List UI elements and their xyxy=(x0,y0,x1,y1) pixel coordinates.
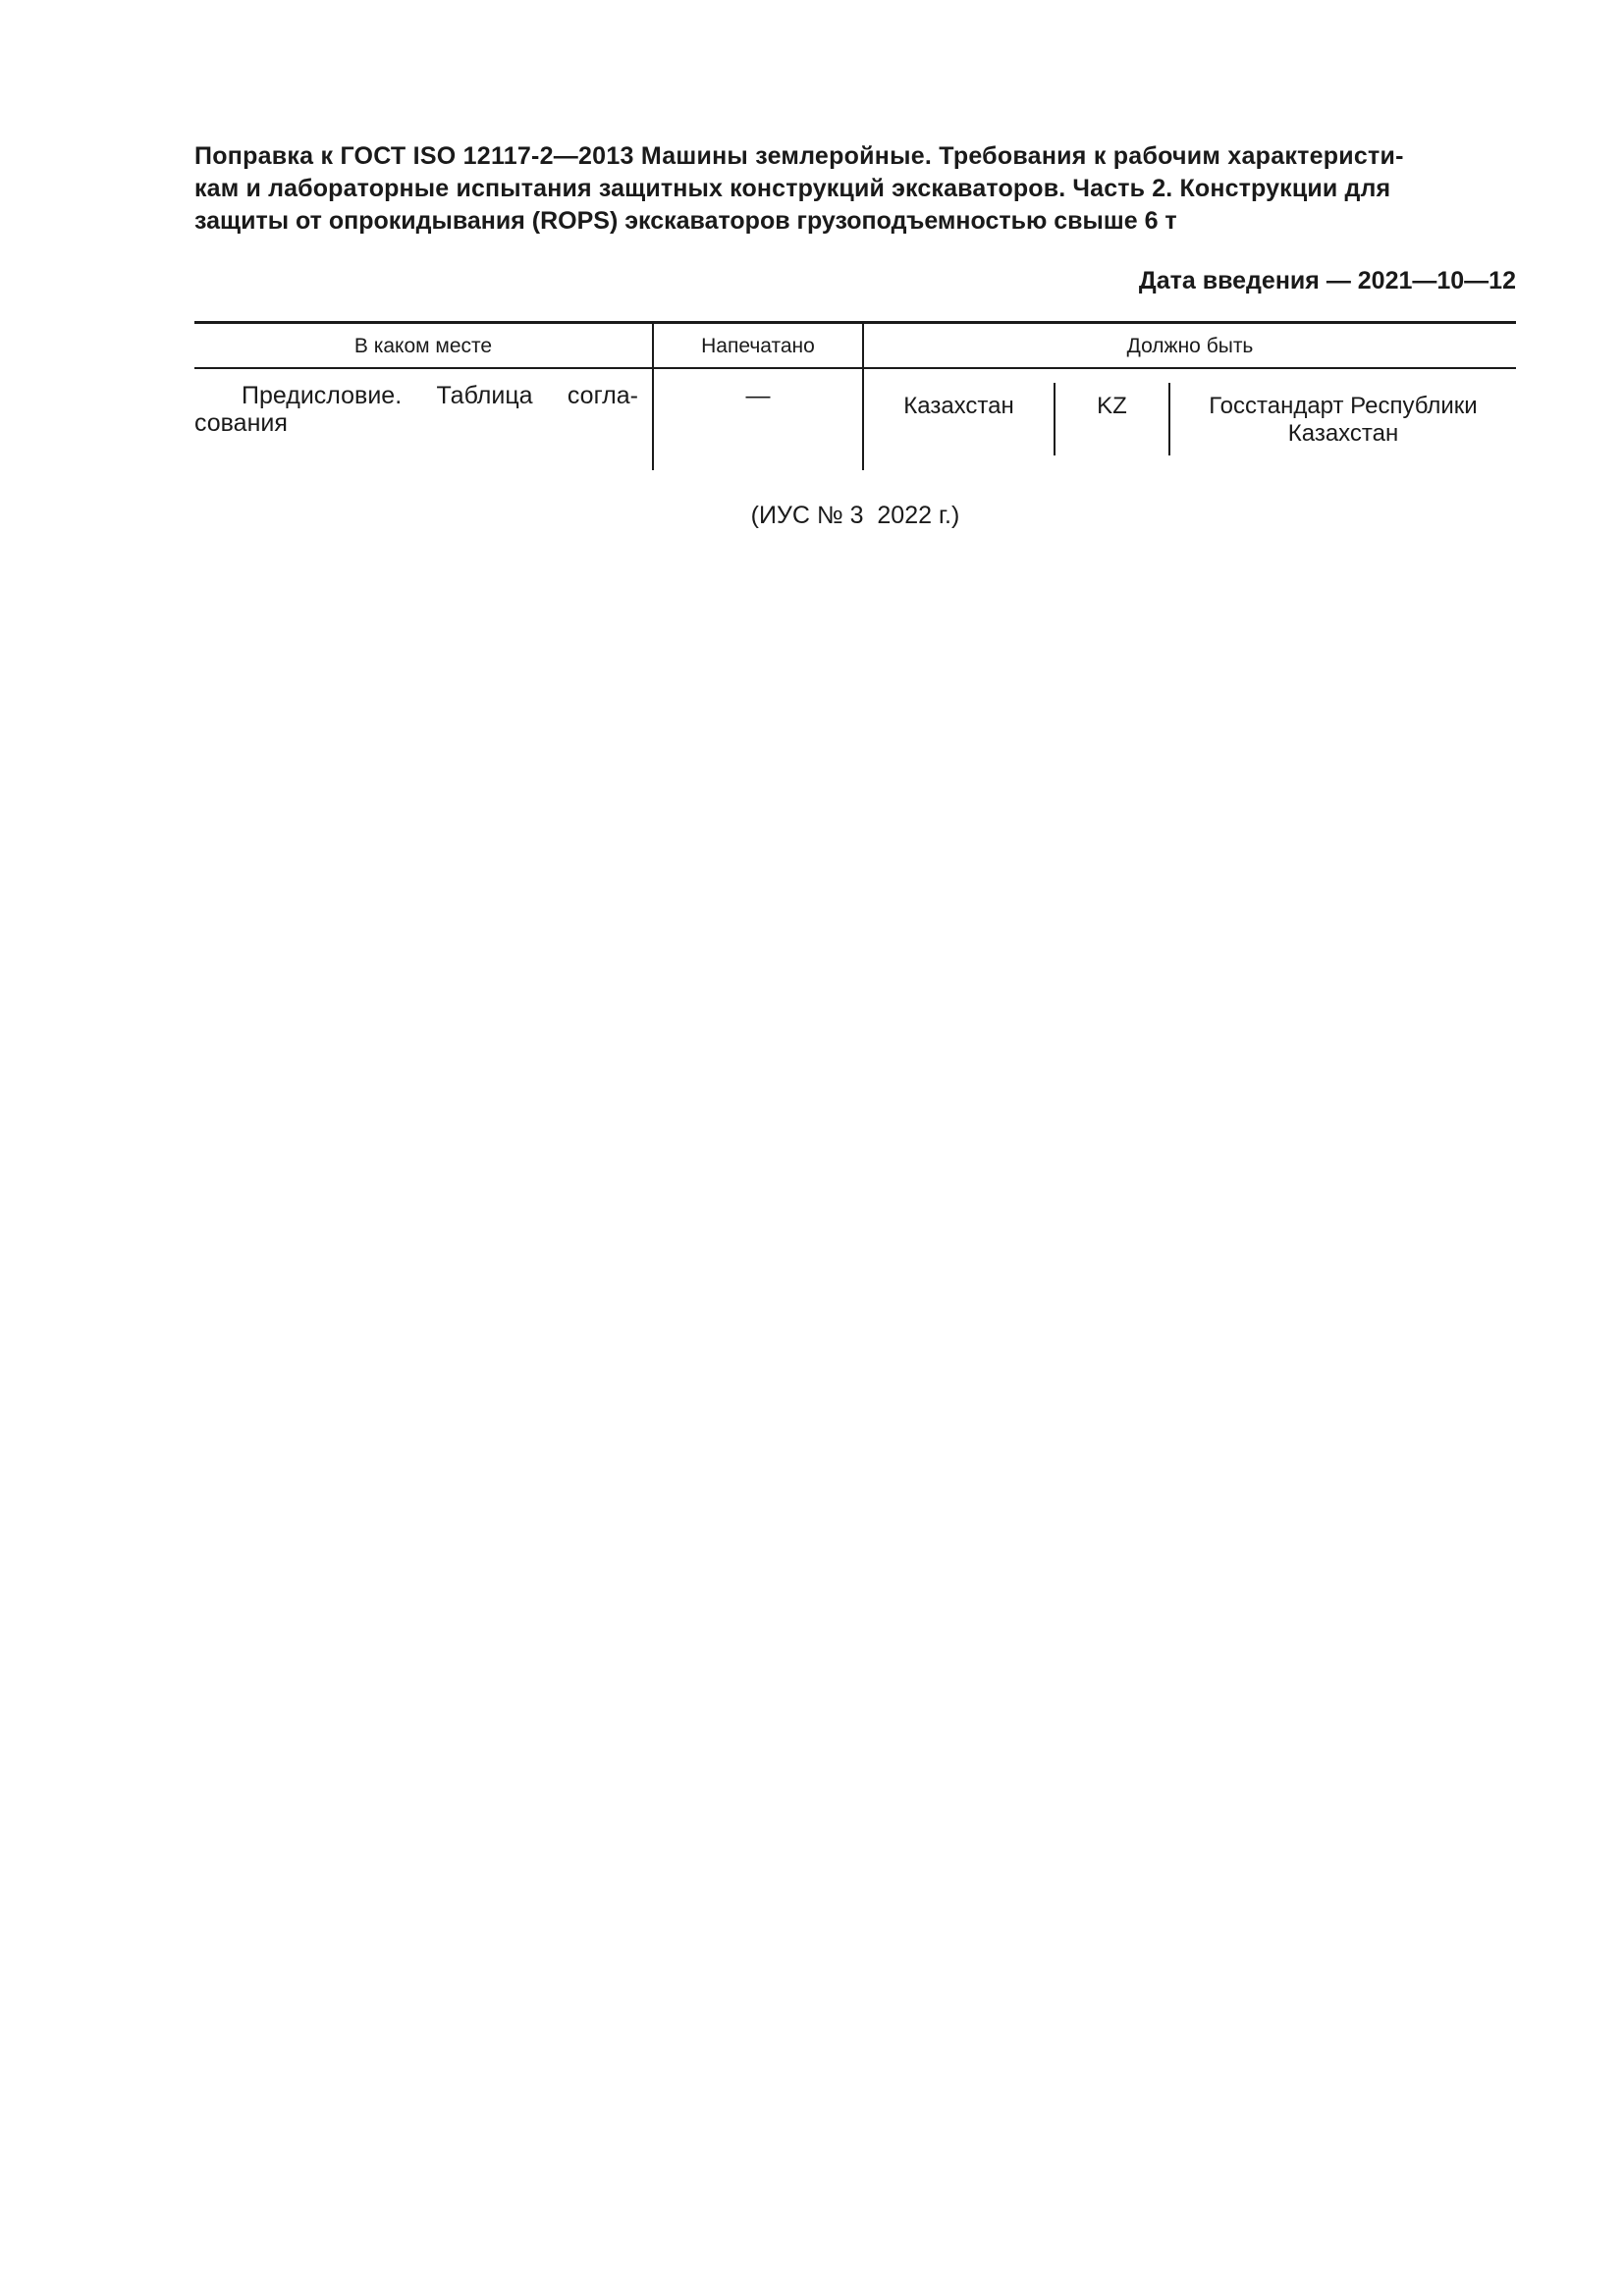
title-line: Поправка к ГОСТ ISO 12117-2—2013 Машины землеройные. Требования к рабочим характеристи- xyxy=(194,142,1404,170)
header-printed: Напечатано xyxy=(701,335,815,357)
cell-place-word: Таблица xyxy=(436,382,533,409)
cell-country: Казахстан xyxy=(903,393,1014,419)
correction-table xyxy=(194,321,1516,470)
cell-place-line xyxy=(194,382,638,409)
document-title xyxy=(194,140,1516,238)
table-header-rule xyxy=(194,367,1516,369)
header-should-be: Должно быть xyxy=(1126,335,1254,357)
cell-place-word: Предисловие. xyxy=(242,382,403,409)
cell-standards-body-line: Госстандарт Республики xyxy=(1209,393,1478,419)
cell-standards-body xyxy=(1170,393,1516,448)
cell-place-line: сования xyxy=(194,409,288,437)
table-top-rule xyxy=(194,321,1516,324)
cell-place-word: согла- xyxy=(567,382,638,409)
source-reference: (ИУС № 3 2022 г.) xyxy=(750,502,960,529)
title-line: кам и лабораторные испытания защитных конструкций экскаваторов. Часть 2. Конструкции для xyxy=(194,175,1391,202)
cell-country-code: KZ xyxy=(1097,393,1127,419)
cell-standards-body-line: Казахстан xyxy=(1287,420,1399,447)
cell-printed: — xyxy=(745,382,771,409)
header-place: В каком месте xyxy=(353,335,493,357)
cell-place xyxy=(194,382,638,437)
introduction-date: Дата введения — 2021—10—12 xyxy=(1138,267,1516,294)
title-line: защиты от опрокидывания (ROPS) экскаваторов грузоподъемностью свыше 6 т xyxy=(194,207,1177,235)
